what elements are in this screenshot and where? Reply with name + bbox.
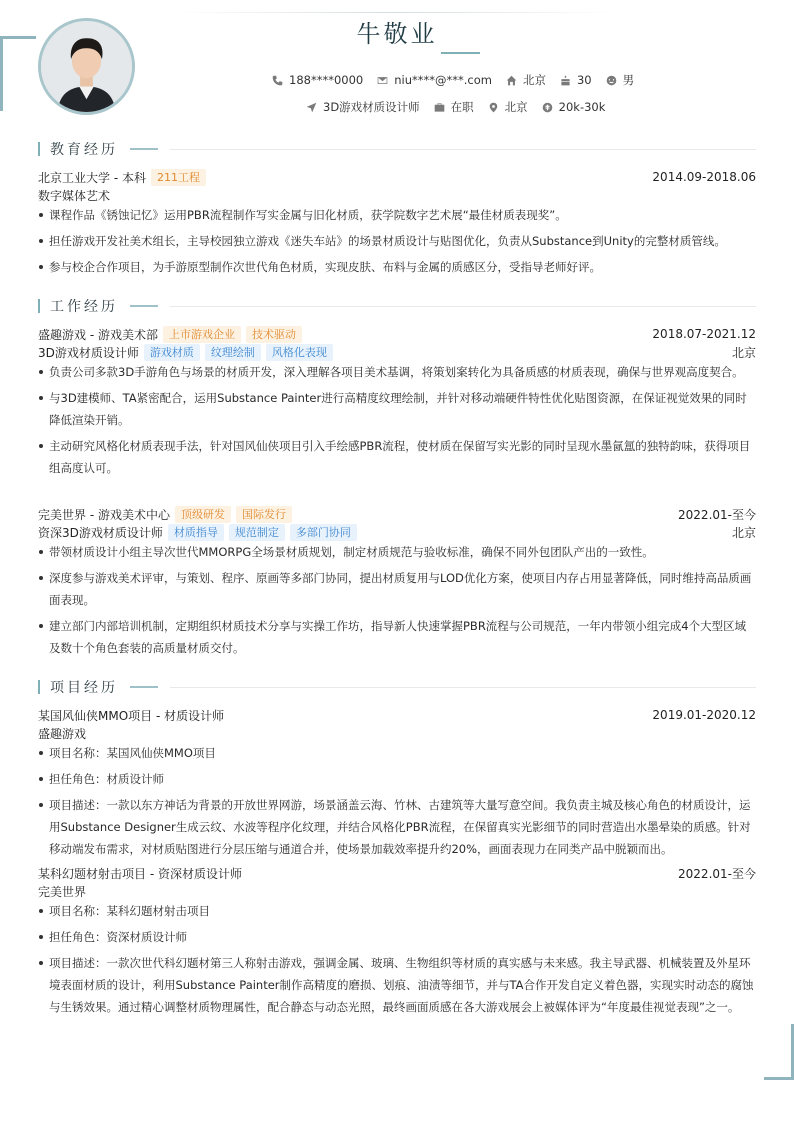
- project-bullets: [38, 742, 756, 864]
- role-tag: 游戏材质: [144, 344, 200, 361]
- list-item: 课程作品《锈蚀记忆》运用PBR流程制作写实金属与旧化材质，获学院数字艺术展“最佳材质表现奖”。: [38, 204, 756, 226]
- company-name: 盛趣游戏 - 游戏美术部: [38, 327, 158, 342]
- phone-item: [272, 73, 363, 87]
- school-tag: 211工程: [151, 169, 206, 186]
- salary-item: [542, 100, 606, 114]
- age-item: [560, 73, 592, 87]
- salary: 20k-30k: [558, 100, 606, 114]
- project-name: 某国风仙侠MMO项目 - 材质设计师: [38, 708, 225, 723]
- list-item: 主动研究风格化材质表现手法，针对国风仙侠项目引入手绘感PBR流程，使材质在保留写实光影的同时呈现水墨氤氲的独特韵味，获得项目组高度认可。: [38, 435, 756, 479]
- cake-icon: [560, 75, 571, 86]
- list-item: 项目名称：某国风仙侠MMO项目: [38, 742, 756, 764]
- list-item: 与3D建模师、TA紧密配合，运用Substance Painter进行高精度纹理绘制，并针对移动端硬件特性优化贴图资源，在保证视觉效果的同时降低渲染开销。: [38, 387, 756, 431]
- corner-decoration-bottom-right: [764, 1024, 794, 1080]
- job-location: 北京: [731, 525, 756, 540]
- money-icon: [542, 102, 553, 113]
- company-tag: 顶级研发: [175, 506, 231, 523]
- job-intention-row: [306, 99, 619, 115]
- job-bullets: [38, 541, 756, 663]
- job-location: 北京: [731, 345, 756, 360]
- city-item: [506, 72, 546, 88]
- header-divider: [175, 12, 615, 13]
- education-school-row: [38, 168, 756, 186]
- age: 30: [576, 73, 592, 87]
- section-title: 项目经历: [50, 680, 118, 696]
- company-tag: 技术驱动: [246, 326, 302, 343]
- project-title-row: [38, 864, 756, 882]
- section-title: 工作经历: [50, 299, 118, 315]
- job-date: 2018.07-2021.12: [652, 327, 756, 341]
- project-company: 盛趣游戏: [38, 726, 87, 741]
- project-title-row: [38, 706, 756, 724]
- job-role-row: [38, 343, 756, 361]
- job-role: 资深3D游戏材质设计师: [38, 525, 163, 540]
- project-date: 2019.01-2020.12: [652, 708, 756, 722]
- location-pin-icon: [488, 102, 499, 113]
- phone-number: 188****0000: [289, 73, 364, 87]
- job-role: 3D游戏材质设计师: [38, 345, 139, 360]
- list-item: 项目名称：某科幻题材射击项目: [38, 900, 756, 922]
- job-role-row: [38, 523, 756, 541]
- employment-status: 在职: [450, 100, 474, 114]
- role-tag: 材质指导: [168, 524, 224, 541]
- job-company-row: [38, 505, 756, 523]
- project-company-row: [38, 882, 756, 900]
- list-item: 带领材质设计小组主导次世代MMORPG全场景材质规划，制定材质规范与验收标准，确保不同外包团队产出的一致性。: [38, 541, 756, 563]
- section-work-header: [38, 297, 756, 315]
- project-company-row: [38, 724, 756, 742]
- job-target: 3D游戏材质设计师: [323, 100, 420, 114]
- job-bullets: [38, 361, 756, 483]
- list-item: 参与校企合作项目，为手游原型制作次世代角色材质，实现皮肤、布料与金属的质感区分，受指导老师好评。: [38, 256, 756, 278]
- role-tag: 风格化表现: [266, 344, 333, 361]
- project-company: 完美世界: [38, 884, 87, 899]
- project-date: 2022.01-至今: [678, 866, 756, 881]
- list-item: 项目描述：一款以东方神话为背景的开放世界网游，场景涵盖云海、竹林、古建筑等大量写意空间。我负责主城及核心角色的材质设计，运用Substance Designer生成云纹、水波等程序化纹理，并结合风格化PBR流程，在保留真实光影细节的同时营造出水墨晕染的质感。针对移动端发布需求，对材质贴图进行分层压缩与通道合并，使场景加载效率提升约20%，画面表现力在同类产品中脱颖而出。: [38, 794, 756, 860]
- home-icon: [506, 75, 517, 86]
- section-education-header: [38, 140, 756, 158]
- company-tag: 上市游戏企业: [163, 326, 241, 343]
- education-bullets: [38, 204, 756, 282]
- list-item: 深度参与游戏美术评审，与策划、程序、原画等多部门协同，提出材质复用与LOD优化方案，使项目内存占用显著降低，同时维持高品质画面表现。: [38, 567, 756, 611]
- job-company-row: [38, 325, 756, 343]
- major: 数字媒体艺术: [38, 188, 111, 203]
- gender: 男: [622, 73, 635, 87]
- target-city: 北京: [504, 100, 528, 114]
- company-name: 完美世界 - 游戏美术中心: [38, 507, 170, 522]
- role-tag: 多部门协同: [290, 524, 357, 541]
- name-underline: [441, 52, 480, 54]
- send-icon: [306, 102, 317, 113]
- city: 北京: [522, 73, 546, 87]
- job-target-item: [306, 99, 420, 115]
- gender-item: [606, 72, 635, 88]
- project-name: 某科幻题材射击项目 - 资深材质设计师: [38, 866, 242, 881]
- briefcase-icon: [434, 102, 445, 113]
- job-date: 2022.01-至今: [678, 507, 756, 522]
- role-tag: 规范制定: [229, 524, 285, 541]
- school-name: 北京工业大学 - 本科: [38, 170, 146, 185]
- email-address: niu****@***.com: [394, 73, 492, 87]
- phone-icon: [272, 75, 283, 86]
- education-date: 2014.09-2018.06: [652, 170, 756, 184]
- list-item: 担任角色：材质设计师: [38, 768, 756, 790]
- education-major-row: [38, 186, 756, 204]
- list-item: 建立部门内部培训机制，定期组织材质技术分享与实操工作坊，指导新人快速掌握PBR流程与公司规范，一年内带领小组完成4个大型区域及数十个角色套装的高质量材质交付。: [38, 615, 756, 659]
- status-item: [434, 99, 474, 115]
- target-city-item: [488, 99, 528, 115]
- project-bullets: [38, 900, 756, 1022]
- candidate-name: 牛敬业: [356, 20, 438, 48]
- list-item: 项目描述：一款次世代科幻题材第三人称射击游戏，强调金属、玻璃、生物组织等材质的真实感与未来感。我主导武器、机械装置及外星环境表面材质的设计，利用Substance Painter制作高精度的磨损、划痕、油渍等细节，并与TA合作开发自定义着色器，实现实时动态的腐蚀与生锈效果。通过精心调整材质物理属性，配合静态与动态光照，最终画面质感在各大游戏展会上被媒体评为“年度最佳视觉表现”之一。: [38, 952, 756, 1018]
- company-tag: 国际发行: [236, 506, 292, 523]
- section-title: 教育经历: [50, 142, 118, 158]
- contact-info-row: [272, 72, 648, 88]
- list-item: 负责公司多款3D手游角色与场景的材质开发，深入理解各项目美术基调，将策划案转化为具备质感的材质表现，确保与世界观高度契合。: [38, 361, 756, 383]
- list-item: 担任角色：资深材质设计师: [38, 926, 756, 948]
- email-item: [377, 73, 492, 87]
- email-icon: [377, 75, 388, 86]
- smile-icon: [606, 75, 617, 86]
- role-tag: 纹理绘制: [205, 344, 261, 361]
- list-item: 担任游戏开发社美术组长，主导校园独立游戏《迷失车站》的场景材质设计与贴图优化，负责从Substance到Unity的完整材质管线。: [38, 230, 756, 252]
- section-projects-header: [38, 678, 756, 696]
